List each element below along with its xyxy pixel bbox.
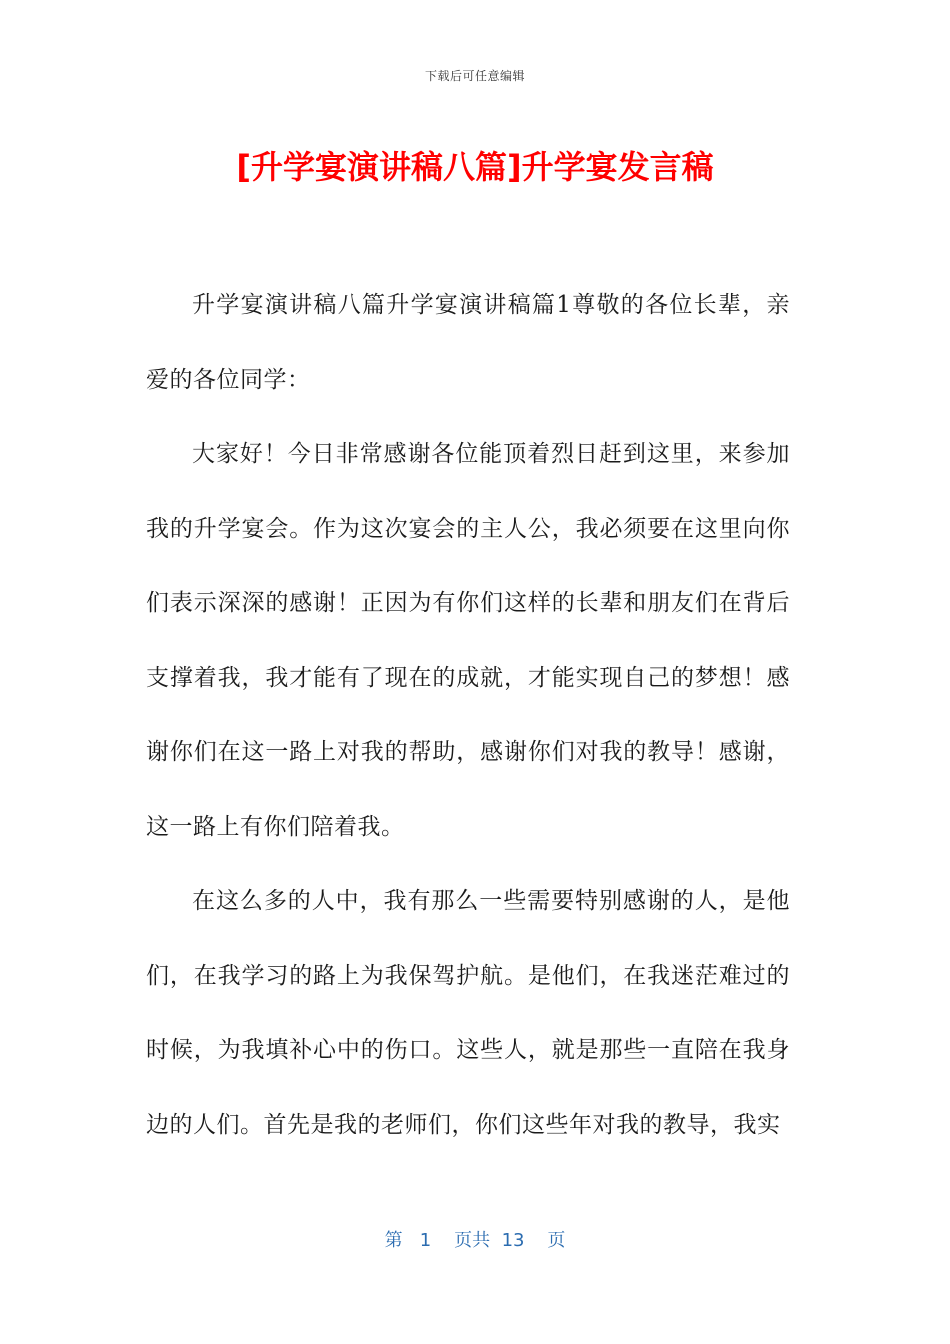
paragraph-1: 升学宴演讲稿八篇升学宴演讲稿篇1尊敬的各位长辈，亲爱的各位同学：: [146, 292, 790, 393]
footer-page-mid: 页共: [454, 1230, 491, 1251]
page-footer: [0, 1226, 950, 1252]
header-note: 下载后可任意编辑: [424, 69, 525, 83]
document-body: [146, 268, 790, 1162]
footer-total-pages: 13: [501, 1230, 525, 1251]
footer-page-number: 1: [419, 1230, 432, 1251]
paragraph-3: 在这么多的人中，我有那么一些需要特别感谢的人，是他们，在我学习的路上为我保驾护航。是他们，在我迷茫难过的时候，为我填补心中的伤口。这些人，就是那些一直陪在我身边的人们。首先是我的老师们，你们这些年对我的教导，我实: [146, 888, 790, 1138]
paragraph-2: 大家好！今日非常感谢各位能顶着烈日赶到这里，来参加我的升学宴会。作为这次宴会的主人公，我必须要在这里向你们表示深深的感谢！正因为有你们这样的长辈和朋友们在背后支撑着我，我才能有了现在的成就，才能实现自己的梦想！感谢你们在这一路上对我的帮助，感谢你们对我的教导！感谢，这一路上有你们陪着我。: [146, 441, 790, 840]
document-title: [升学宴演讲稿八篇]升学宴发言稿: [236, 148, 714, 186]
footer-page-suffix: 页: [547, 1230, 566, 1251]
footer-page-prefix: 第: [384, 1230, 403, 1251]
